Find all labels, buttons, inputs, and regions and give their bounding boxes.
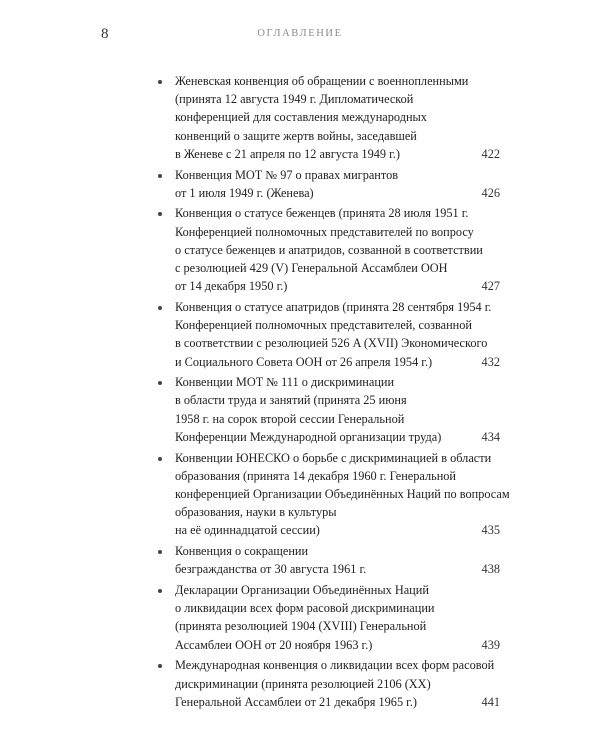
toc-entry-title-line: в соответствии с резолюцией 526 A (XVII) Экономического: [175, 336, 488, 351]
toc-entry-title-line: Конференцией полномочных представителей, созванной: [175, 318, 472, 333]
toc-entry-title-line: от 1 июля 1949 г. (Женева): [175, 185, 314, 200]
toc-entry-line: [175, 503, 500, 521]
toc-entry-line: [175, 72, 500, 90]
toc-entry-title-line: Ассамблеи ООН от 20 ноября 1963 г.): [175, 637, 373, 652]
toc-entry-title-line: Конвенция о сокращении: [175, 544, 309, 559]
toc-entry-title-line: Конвенция о статусе апатридов (принята 28 сентября 1954 г.: [175, 299, 492, 314]
toc-entry[interactable]: [150, 72, 500, 163]
toc-entry-line: [175, 127, 500, 145]
toc-entry-line: [175, 316, 500, 334]
toc-entry-title-line: Конвенция МОТ № 97 о правах мигрантов: [175, 167, 399, 182]
running-head: ОГЛАВЛЕНИЕ: [257, 28, 343, 39]
toc-entry-title-line: конвенций о защите жертв войны, заседавшей: [175, 128, 417, 143]
toc-entry-line: [175, 223, 500, 241]
bullet-icon: [158, 80, 162, 84]
toc-entry-title-line: (принята резолюцией 1904 (XVIII) Генеральной: [175, 619, 427, 634]
bullet-icon: [158, 306, 162, 310]
toc-entry-title-line: образования, науки в культуры: [175, 505, 337, 520]
toc-entry-title-line: от 14 декабря 1950 г.): [175, 279, 288, 294]
toc-entry-line: [175, 298, 500, 316]
toc-entry-line: [175, 353, 500, 371]
toc-entry-title-line: Конференции Международной организации труда): [175, 429, 442, 444]
toc-entry-title-line: образования (принята 14 декабря 1960 г. Генеральной: [175, 468, 457, 483]
bullet-icon: [158, 174, 162, 178]
toc-entry-line: [175, 277, 500, 295]
toc-entry[interactable]: [150, 449, 510, 540]
toc-entry-page-number: 427: [481, 279, 500, 294]
toc-entry-page-number: 438: [481, 562, 500, 577]
bullet-icon: [158, 212, 162, 216]
toc-entry-line: [175, 467, 500, 485]
page-number: 8: [101, 26, 109, 42]
toc-entry-title-line: в области труда и занятий (принята 25 июня: [175, 393, 407, 408]
toc-entry-title-line: о ликвидации всех форм расовой дискриминации: [175, 601, 435, 616]
toc-entry-page-number: 441: [481, 694, 500, 709]
toc-entry-title-line: конференцией Организации Объединённых Наций по вопросам: [175, 486, 510, 501]
toc-entry-line: [175, 581, 500, 599]
toc-entry-title-line: Конвенции ЮНЕСКО о борьбе с дискриминацией в области: [175, 450, 492, 465]
toc-entry-title-line: Конференцией полномочных представителей по вопросу: [175, 224, 474, 239]
toc-entry-title-line: Конвенции МОТ № 111 о дискриминации: [175, 375, 395, 390]
bullet-icon: [158, 381, 162, 385]
bullet-icon: [158, 664, 162, 668]
toc-entry-line: [175, 675, 500, 693]
toc-entry-page-number: 422: [481, 146, 500, 161]
toc-entry-line: [175, 108, 500, 126]
toc-entry[interactable]: [150, 373, 500, 446]
bullet-icon: [158, 589, 162, 593]
toc-entry-line: [175, 449, 500, 467]
toc-entry-line: [175, 184, 500, 202]
toc-entry-line: [175, 636, 500, 654]
toc-entry-title-line: Генеральной Ассамблеи от 21 декабря 1965 г.): [175, 694, 417, 709]
toc-entry-line: [175, 428, 500, 446]
toc-entry-title-line: Декларации Организации Объединённых Наций: [175, 582, 429, 597]
toc-entry-title-line: на её одиннадцатой сессии): [175, 523, 320, 538]
toc-entry-line: [175, 617, 500, 635]
toc-entry-line: [175, 334, 500, 352]
toc-entry-line: [175, 241, 500, 259]
toc-entry[interactable]: [150, 204, 500, 295]
toc-entry[interactable]: [150, 166, 500, 202]
toc-entry-page-number: 434: [481, 429, 500, 444]
bullet-icon: [158, 550, 162, 554]
toc-entry[interactable]: [150, 298, 500, 371]
toc-entry-line: [175, 204, 500, 222]
toc-entry-page-number: 439: [481, 637, 500, 652]
toc-entry-title-line: с резолюцией 429 (V) Генеральной Ассамблеи ООН: [175, 261, 448, 276]
toc-entry[interactable]: [150, 581, 500, 654]
toc-entry-title-line: о статусе беженцев и апатридов, созванной в соответствии: [175, 242, 483, 257]
toc-entry-title-line: и Социального Совета ООН от 26 апреля 1954 г.): [175, 354, 433, 369]
toc-entry-line: [175, 90, 500, 108]
toc-entry-line: [175, 656, 500, 674]
toc-entry-title-line: Женевская конвенция об обращении с военнопленными: [175, 74, 469, 88]
toc-entry-title-line: конференцией для составления международных: [175, 110, 427, 125]
bullet-icon: [158, 457, 162, 461]
toc-entry-title-line: дискриминации (принята резолюцией 2106 (XX): [175, 676, 431, 691]
toc-entry-line: [175, 373, 500, 391]
toc-entry-title-line: безгражданства от 30 августа 1961 г.: [175, 562, 367, 577]
toc-entry-line: [175, 145, 500, 163]
toc-entry-line: [175, 542, 500, 560]
toc-entry-line: [175, 410, 500, 428]
toc-entry-line: [175, 599, 500, 617]
toc-entry-page-number: 435: [481, 523, 500, 538]
toc-entry-title-line: 1958 г. на сорок второй сессии Генеральной: [175, 411, 405, 426]
toc-entry-title-line: в Женеве с 21 апреля по 12 августа 1949 г.): [175, 146, 400, 161]
toc-entry[interactable]: [150, 542, 500, 578]
toc-entry-page-number: 426: [481, 185, 500, 200]
toc-entry-line: [175, 560, 500, 578]
table-of-contents: [150, 72, 510, 713]
toc-entry-title-line: Международная конвенция о ликвидации всех форм расовой: [175, 658, 495, 673]
toc-entry-page-number: 432: [481, 354, 500, 369]
toc-entry[interactable]: [150, 656, 500, 711]
toc-entry-line: [175, 259, 500, 277]
toc-entry-line: [175, 693, 500, 711]
toc-entry-line: [175, 166, 500, 184]
toc-entry-line: [175, 521, 500, 539]
toc-entry-line: [175, 485, 510, 503]
toc-entry-line: [175, 391, 500, 409]
toc-entry-title-line: (принята 12 августа 1949 г. Дипломатической: [175, 92, 414, 107]
toc-entry-title-line: Конвенция о статусе беженцев (принята 28 июля 1951 г.: [175, 206, 469, 221]
